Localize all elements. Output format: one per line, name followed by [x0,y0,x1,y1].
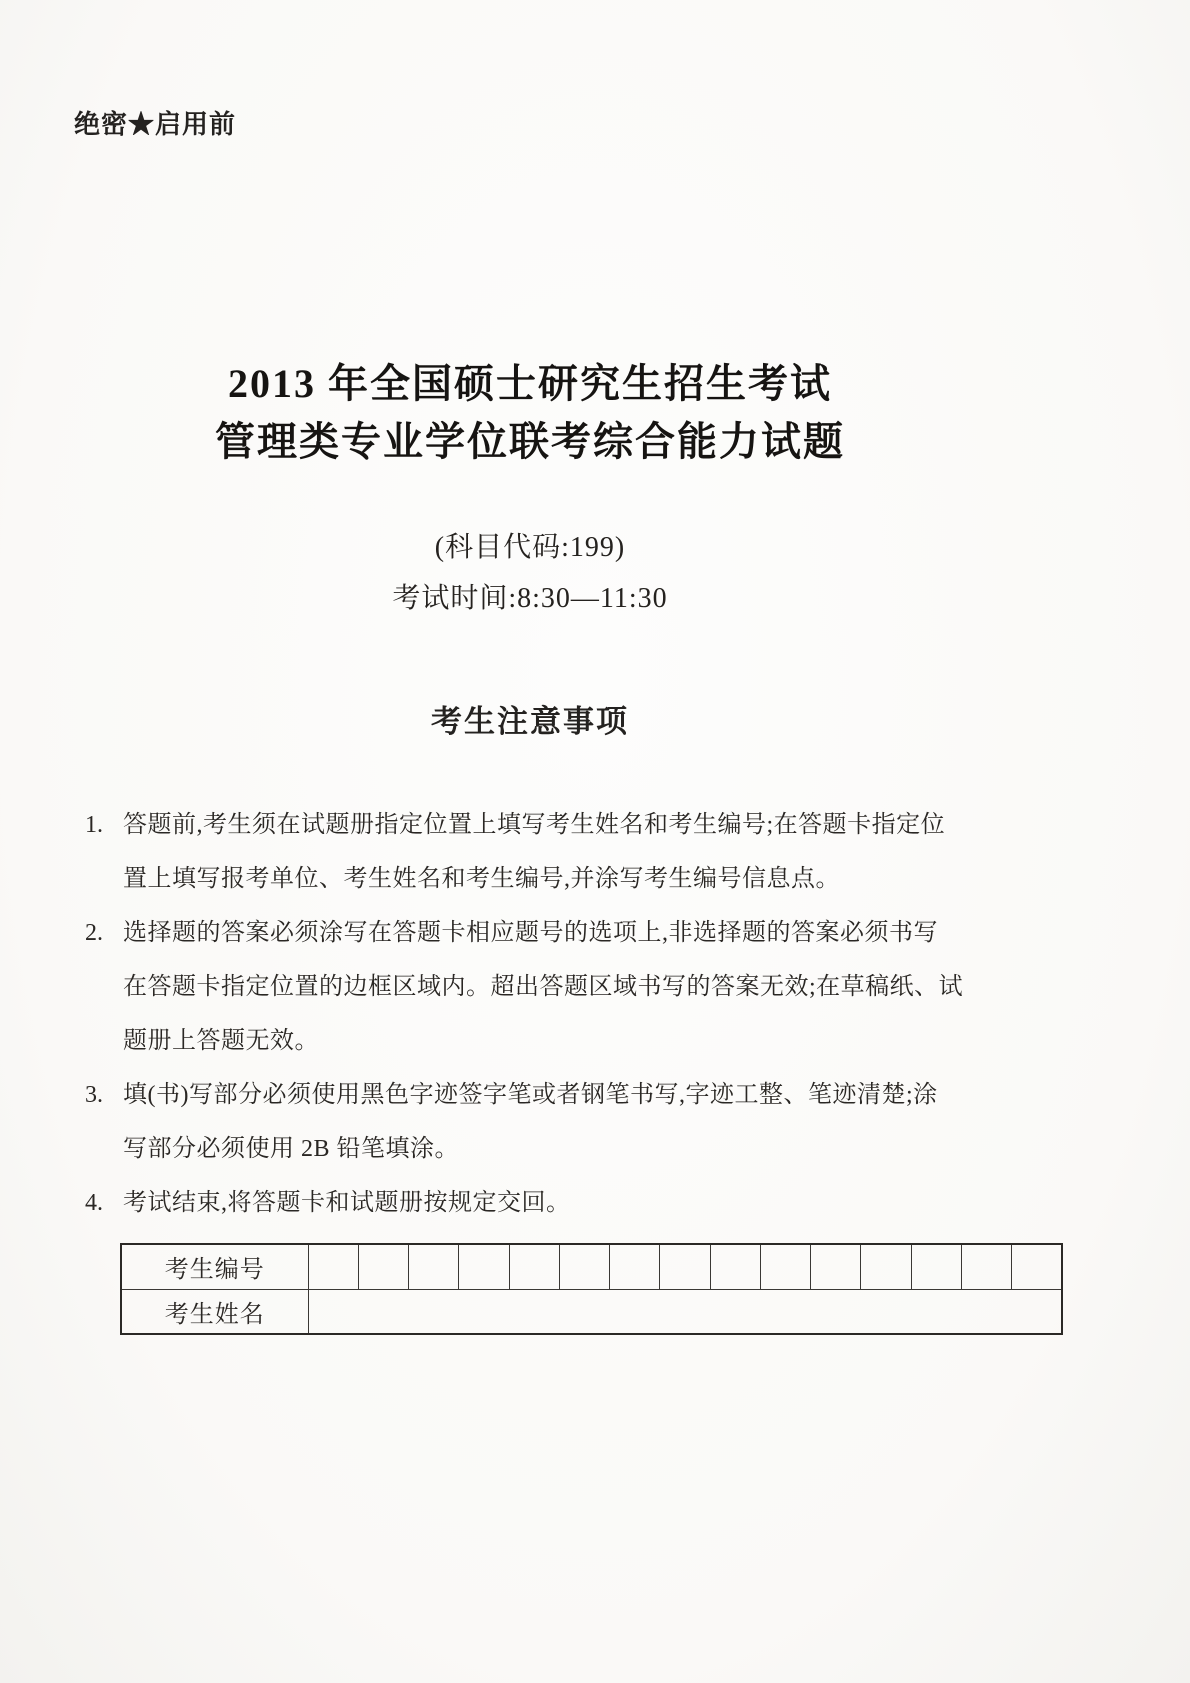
candidate-number-cell [861,1244,911,1289]
candidate-number-cell [610,1244,660,1289]
candidate-number-cell [409,1244,459,1289]
exam-title [0,355,1060,471]
notice-line: 选择题的答案必须涂写在答题卡相应题号的选项上,非选择题的答案必须书写 [123,920,938,946]
candidate-name-row [121,1289,1062,1334]
title-line-1: 2013 年全国硕士研究生招生考试 [228,361,832,406]
candidate-number-cell [358,1244,408,1289]
exam-time: 考试时间:8:30—11:30 [392,583,668,614]
classification-label: 绝密★启用前 [74,109,237,139]
notice-line: 写部分必须使用 2B 铅笔填涂。 [123,1136,460,1162]
candidate-number-cell [1012,1244,1062,1289]
notice-list [85,798,1045,1230]
candidate-info-table [120,1243,1063,1335]
candidate-number-cell [961,1244,1011,1289]
notice-number: 2. [85,920,103,946]
candidate-number-cell [660,1244,710,1289]
candidate-number-label: 考生编号 [121,1244,308,1289]
notice-line: 填(书)写部分必须使用黑色字迹签字笔或者钢笔书写,字迹工整、笔迹清楚;涂 [123,1082,938,1108]
candidate-number-cell [308,1244,358,1289]
candidate-number-cell [509,1244,559,1289]
notice-line: 置上填写报考单位、考生姓名和考生编号,并涂写考生编号信息点。 [123,866,840,892]
candidate-number-cell [811,1244,861,1289]
notice-line: 考试结束,将答题卡和试题册按规定交回。 [123,1190,571,1216]
notice-item-4 [85,1176,1045,1230]
notice-line: 题册上答题无效。 [123,1028,319,1054]
notice-line: 在答题卡指定位置的边框区域内。超出答题区域书写的答案无效;在草稿纸、试 [123,974,964,1000]
candidate-name-label: 考生姓名 [121,1289,308,1334]
candidate-number-row [121,1244,1062,1289]
subject-code: (科目代码:199) [434,532,626,563]
notice-item-2 [85,906,1045,1068]
title-line-2: 管理类专业学位联考综合能力试题 [215,419,845,464]
notice-number: 4. [85,1190,103,1216]
candidate-number-cell [459,1244,509,1289]
exam-subtitle [0,522,1060,624]
notice-number: 1. [85,812,103,838]
notice-heading: 考生注意事项 [431,704,629,739]
notice-line: 答题前,考生须在试题册指定位置上填写考生姓名和考生编号;在答题卡指定位 [123,812,946,838]
candidate-number-cell [911,1244,961,1289]
candidate-name-field [308,1289,1062,1334]
notice-number: 3. [85,1082,103,1108]
candidate-number-cell [559,1244,609,1289]
notice-item-1 [85,798,1045,906]
candidate-number-cell [710,1244,760,1289]
notice-item-3 [85,1068,1045,1176]
candidate-number-cell [760,1244,810,1289]
